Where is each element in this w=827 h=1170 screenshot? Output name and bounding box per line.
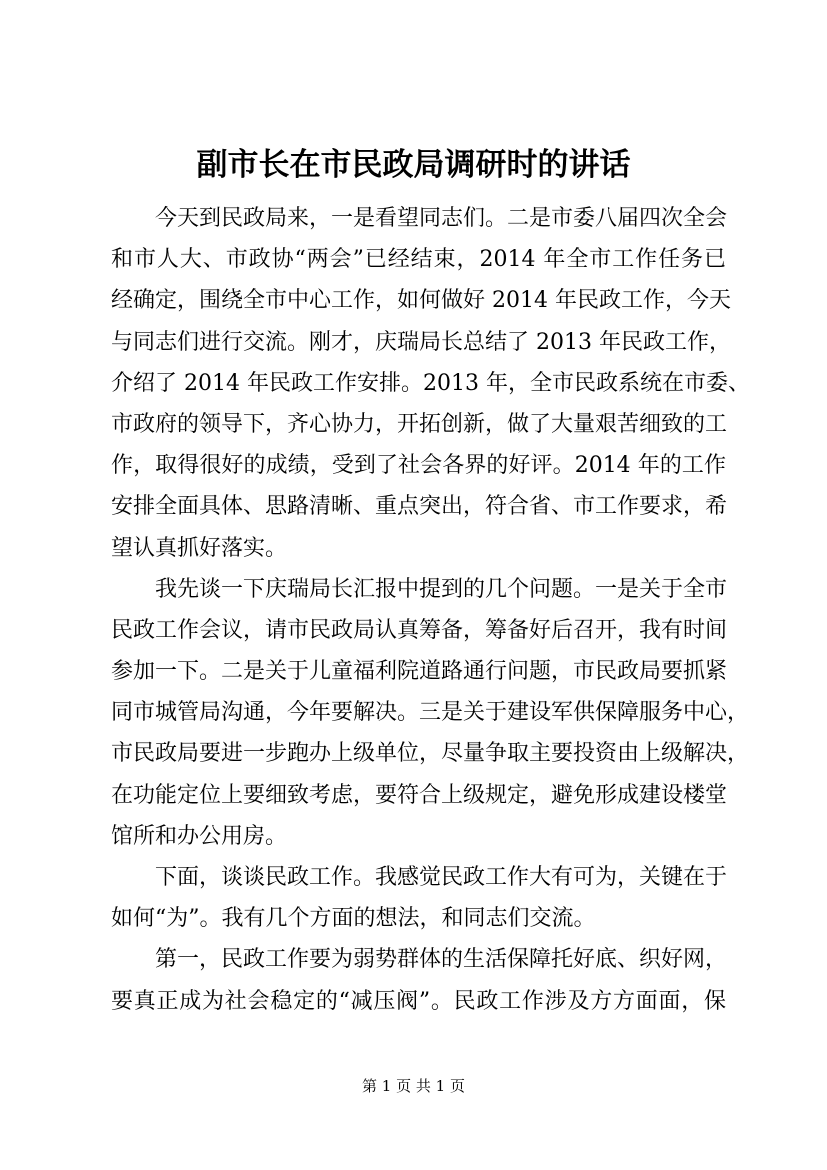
text-line: 下面，谈谈民政工作。我感觉民政工作大有可为，关键在于 — [155, 865, 728, 890]
text-line: 经确定，围绕全市中心工作，如何做好 2014 年民政工作，今天 — [111, 288, 731, 314]
text-line: 参加一下。二是关于儿童福利院道路通行问题，市民政局要抓紧 — [111, 659, 728, 685]
paragraph — [111, 198, 750, 569]
text-line: 介绍了 2014 年民政工作安排。2013 年，全市民政系统在市委、 — [111, 370, 750, 396]
text-line: 要真正成为社会稳定的“减压阀”。民政工作涉及方方面面，保 — [111, 988, 726, 1014]
text-line: 和市人大、市政协“两会”已经结束，2014 年全市工作任务已 — [111, 247, 726, 273]
text-line: 我先谈一下庆瑞局长汇报中提到的几个问题。一是关于全市 — [155, 576, 728, 602]
text-line: 市民政局要进一步跑办上级单位，尽量争取主要投资由上级解决， — [111, 741, 750, 767]
page-footer: 第 1 页 共 1 页 — [362, 1077, 465, 1095]
document-body — [111, 198, 750, 1022]
text-line: 作，取得很好的成绩，受到了社会各界的好评。2014 年的工作 — [111, 453, 726, 479]
text-line: 望认真抓好落实。 — [111, 535, 288, 561]
paragraph — [111, 857, 726, 939]
text-line: 如何“为”。我有几个方面的想法，和同志们交流。 — [111, 906, 596, 932]
text-line: 今天到民政局来，一是看望同志们。二是市委八届四次全会 — [155, 206, 728, 231]
text-line: 馆所和办公用房。 — [111, 823, 288, 849]
text-line: 同市城管局沟通，今年要解决。三是关于建设军供保障服务中心， — [111, 700, 750, 726]
text-line: 与同志们进行交流。刚才，庆瑞局长总结了 2013 年民政工作， — [111, 329, 731, 355]
document-title: 副市长在市民政局调研时的讲话 — [196, 147, 631, 183]
text-line: 安排全面具体、思路清晰、重点突出，符合省、市工作要求，希 — [111, 494, 728, 520]
paragraph — [111, 939, 726, 1021]
text-line: 市政府的领导下，齐心协力，开拓创新，做了大量艰苦细致的工 — [111, 411, 728, 437]
text-line: 民政工作会议，请市民政局认真筹备，筹备好后召开，我有时间 — [111, 617, 728, 643]
text-line: 第一，民政工作要为弱势群体的生活保障托好底、织好网， — [155, 947, 728, 973]
text-line: 在功能定位上要细致考虑，要符合上级规定，避免形成建设楼堂 — [111, 782, 728, 808]
paragraph — [111, 569, 750, 857]
